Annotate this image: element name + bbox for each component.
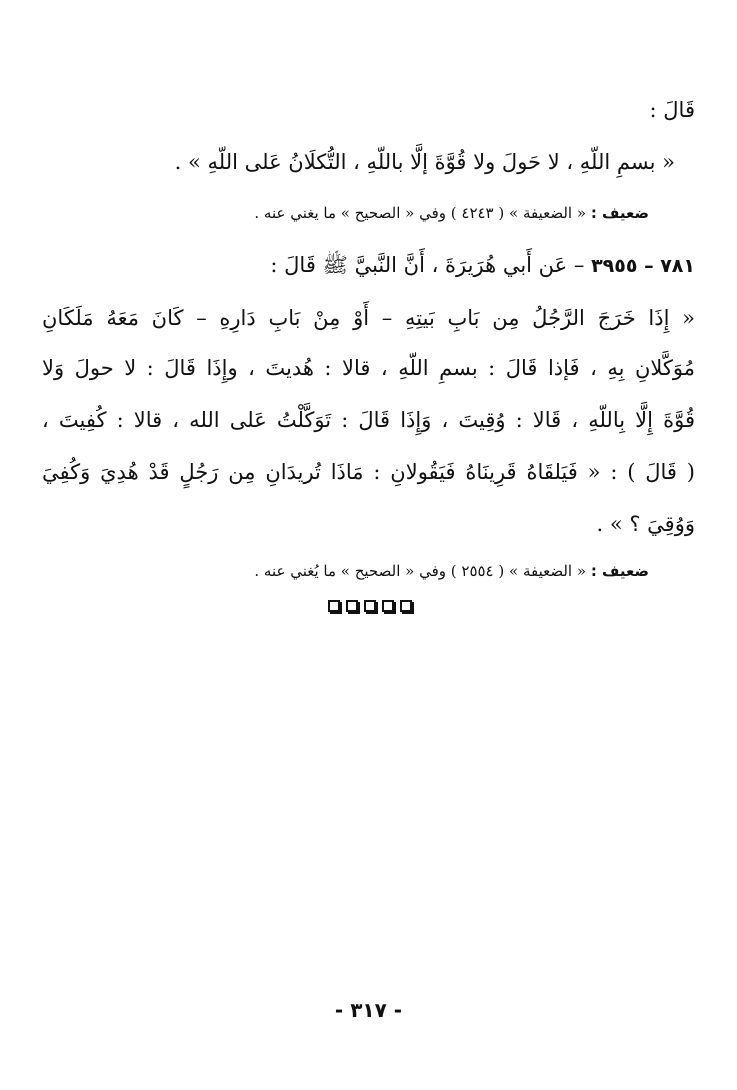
body-line-4: ( قَالَ ) : « فَيَلقَاهُ قَرِينَاهُ فَيَقُولانِ : مَاذَا تُريدَانِ مِن رَجُلٍ قَدْ هُدِيَ وَكُفِيَ bbox=[42, 460, 695, 484]
supplication-text: « بسمِ اللّهِ ، لا حَولَ ولا قُوَّةَ إلَّا باللّهِ ، التُّكلَانُ عَلى اللّهِ » . bbox=[174, 150, 675, 174]
body-line-1: « إِذَا خَرَجَ الرَّجُلُ مِن بَابِ بَيتِهِ – أَوْ مِنْ بَابِ دَارِهِ – كَانَ مَعَهُ مَلَكَانِ bbox=[42, 306, 695, 330]
grading-note-2 bbox=[254, 562, 649, 580]
body-line-5: وَوُقِيَ ؟ » . bbox=[596, 512, 695, 536]
grading-note-1 bbox=[254, 204, 649, 222]
body-line-2: مُوَكَّلانِ بِهِ ، فَإذا قَالَ : بسمِ اللّهِ ، قالا : هُديتَ ، وإِذَا قَالَ : لا حولَ وَلا bbox=[42, 356, 695, 380]
square-ornament-icon bbox=[328, 600, 340, 612]
page-number: - ٣١٧ - bbox=[334, 998, 403, 1022]
grading-label: ضعيف : bbox=[590, 562, 649, 580]
section-divider bbox=[328, 600, 412, 612]
qala-line: قَالَ : bbox=[649, 98, 695, 122]
grading-source: « الضعيفة » ( ٤٢٤٣ ) وفي « الصحيح » ما يغني عنه . bbox=[254, 204, 587, 222]
body-line-3: قُوَّةَ إِلَّا بِاللّهِ ، قَالا : وُقِيتَ ، وَإِذَا قَالَ : تَوَكَّلْتُ عَلى الله ، قالا : كُفِيتَ ، bbox=[42, 408, 695, 432]
hadith-number: ٧٨١ – ٣٩٥٥ bbox=[591, 255, 695, 277]
square-ornament-icon bbox=[400, 600, 412, 612]
grading-source: « الضعيفة » ( ٢٥٥٤ ) وفي « الصحيح » ما يُغني عنه . bbox=[254, 562, 587, 580]
hadith-heading bbox=[270, 252, 695, 283]
square-ornament-icon bbox=[364, 600, 376, 612]
grading-label: ضعيف : bbox=[590, 204, 649, 222]
square-ornament-icon bbox=[346, 600, 358, 612]
hadith-intro: – عَن أَبي هُرَيرَةَ ، أَنَّ النَّبيَّ ﷺ قَالَ : bbox=[270, 253, 585, 277]
square-ornament-icon bbox=[382, 600, 394, 612]
